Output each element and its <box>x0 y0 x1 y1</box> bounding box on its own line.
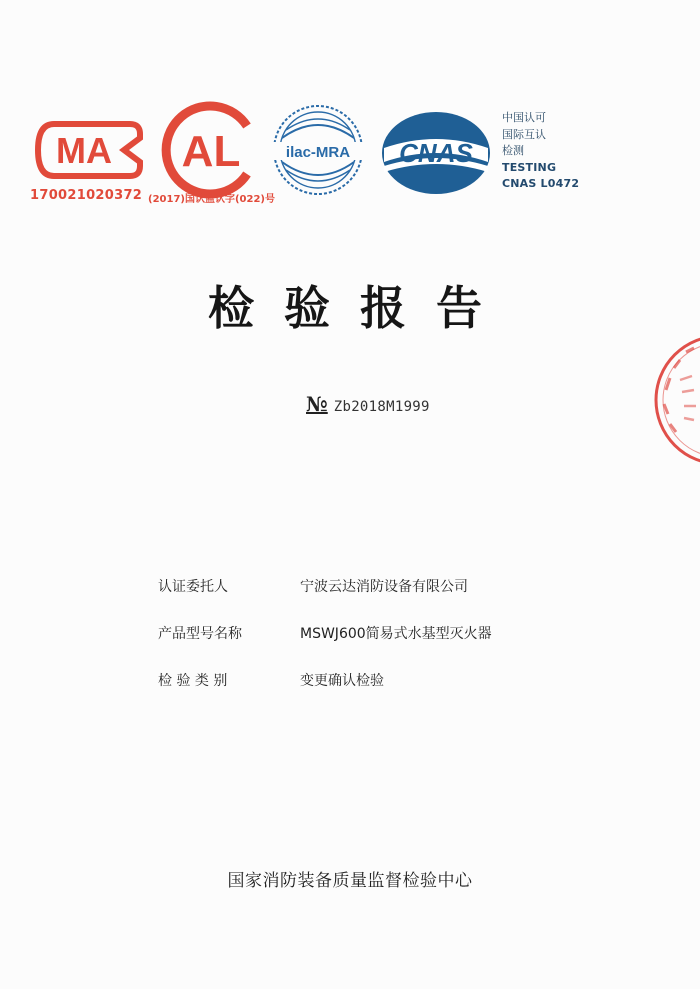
info-row-inspection-type <box>158 670 492 717</box>
cal-certificate-code: (2017)国认监认字(022)号 <box>148 194 275 205</box>
cnas-caption-line-5: CNAS L0472 <box>502 177 580 190</box>
cnas-caption-line-4: TESTING <box>502 160 557 174</box>
cal-logo <box>155 100 260 200</box>
report-title: 检验报告 <box>208 281 512 335</box>
info-value: 变更确认检验 <box>300 673 384 689</box>
cnas-caption-line-3: 检测 <box>502 144 524 157</box>
info-label: 认证委托人 <box>158 579 228 595</box>
report-number <box>306 392 430 416</box>
info-row-client <box>158 576 492 623</box>
info-value: MSWJ600简易式水基型灭火器 <box>300 626 492 642</box>
svg-text:CNAS: CNAS <box>399 138 473 168</box>
cma-certificate-code: 170021020372 <box>30 188 143 203</box>
report-info-block <box>158 576 492 717</box>
info-row-product <box>158 623 492 670</box>
info-value: 宁波云达消防设备有限公司 <box>300 579 468 595</box>
cnas-caption <box>502 110 579 193</box>
svg-text:MA: MA <box>56 130 112 171</box>
svg-text:ilac-MRA: ilac-MRA <box>285 144 351 161</box>
cnas-logo <box>380 110 492 196</box>
ilac-mra-logo <box>268 102 368 198</box>
official-seal <box>640 320 700 480</box>
cnas-caption-line-2: 国际互认 <box>502 127 546 141</box>
info-label: 检 验 类 别 <box>158 673 228 689</box>
report-number-value: Zb2018M1999 <box>333 399 430 415</box>
info-label: 产品型号名称 <box>158 626 242 642</box>
cnas-caption-line-1: 中国认可 <box>502 111 546 124</box>
issuing-organization: 国家消防装备质量监督检验中心 <box>227 871 473 891</box>
cma-logo <box>32 118 144 182</box>
number-symbol: № <box>306 392 328 416</box>
svg-text:AL: AL <box>181 127 241 176</box>
